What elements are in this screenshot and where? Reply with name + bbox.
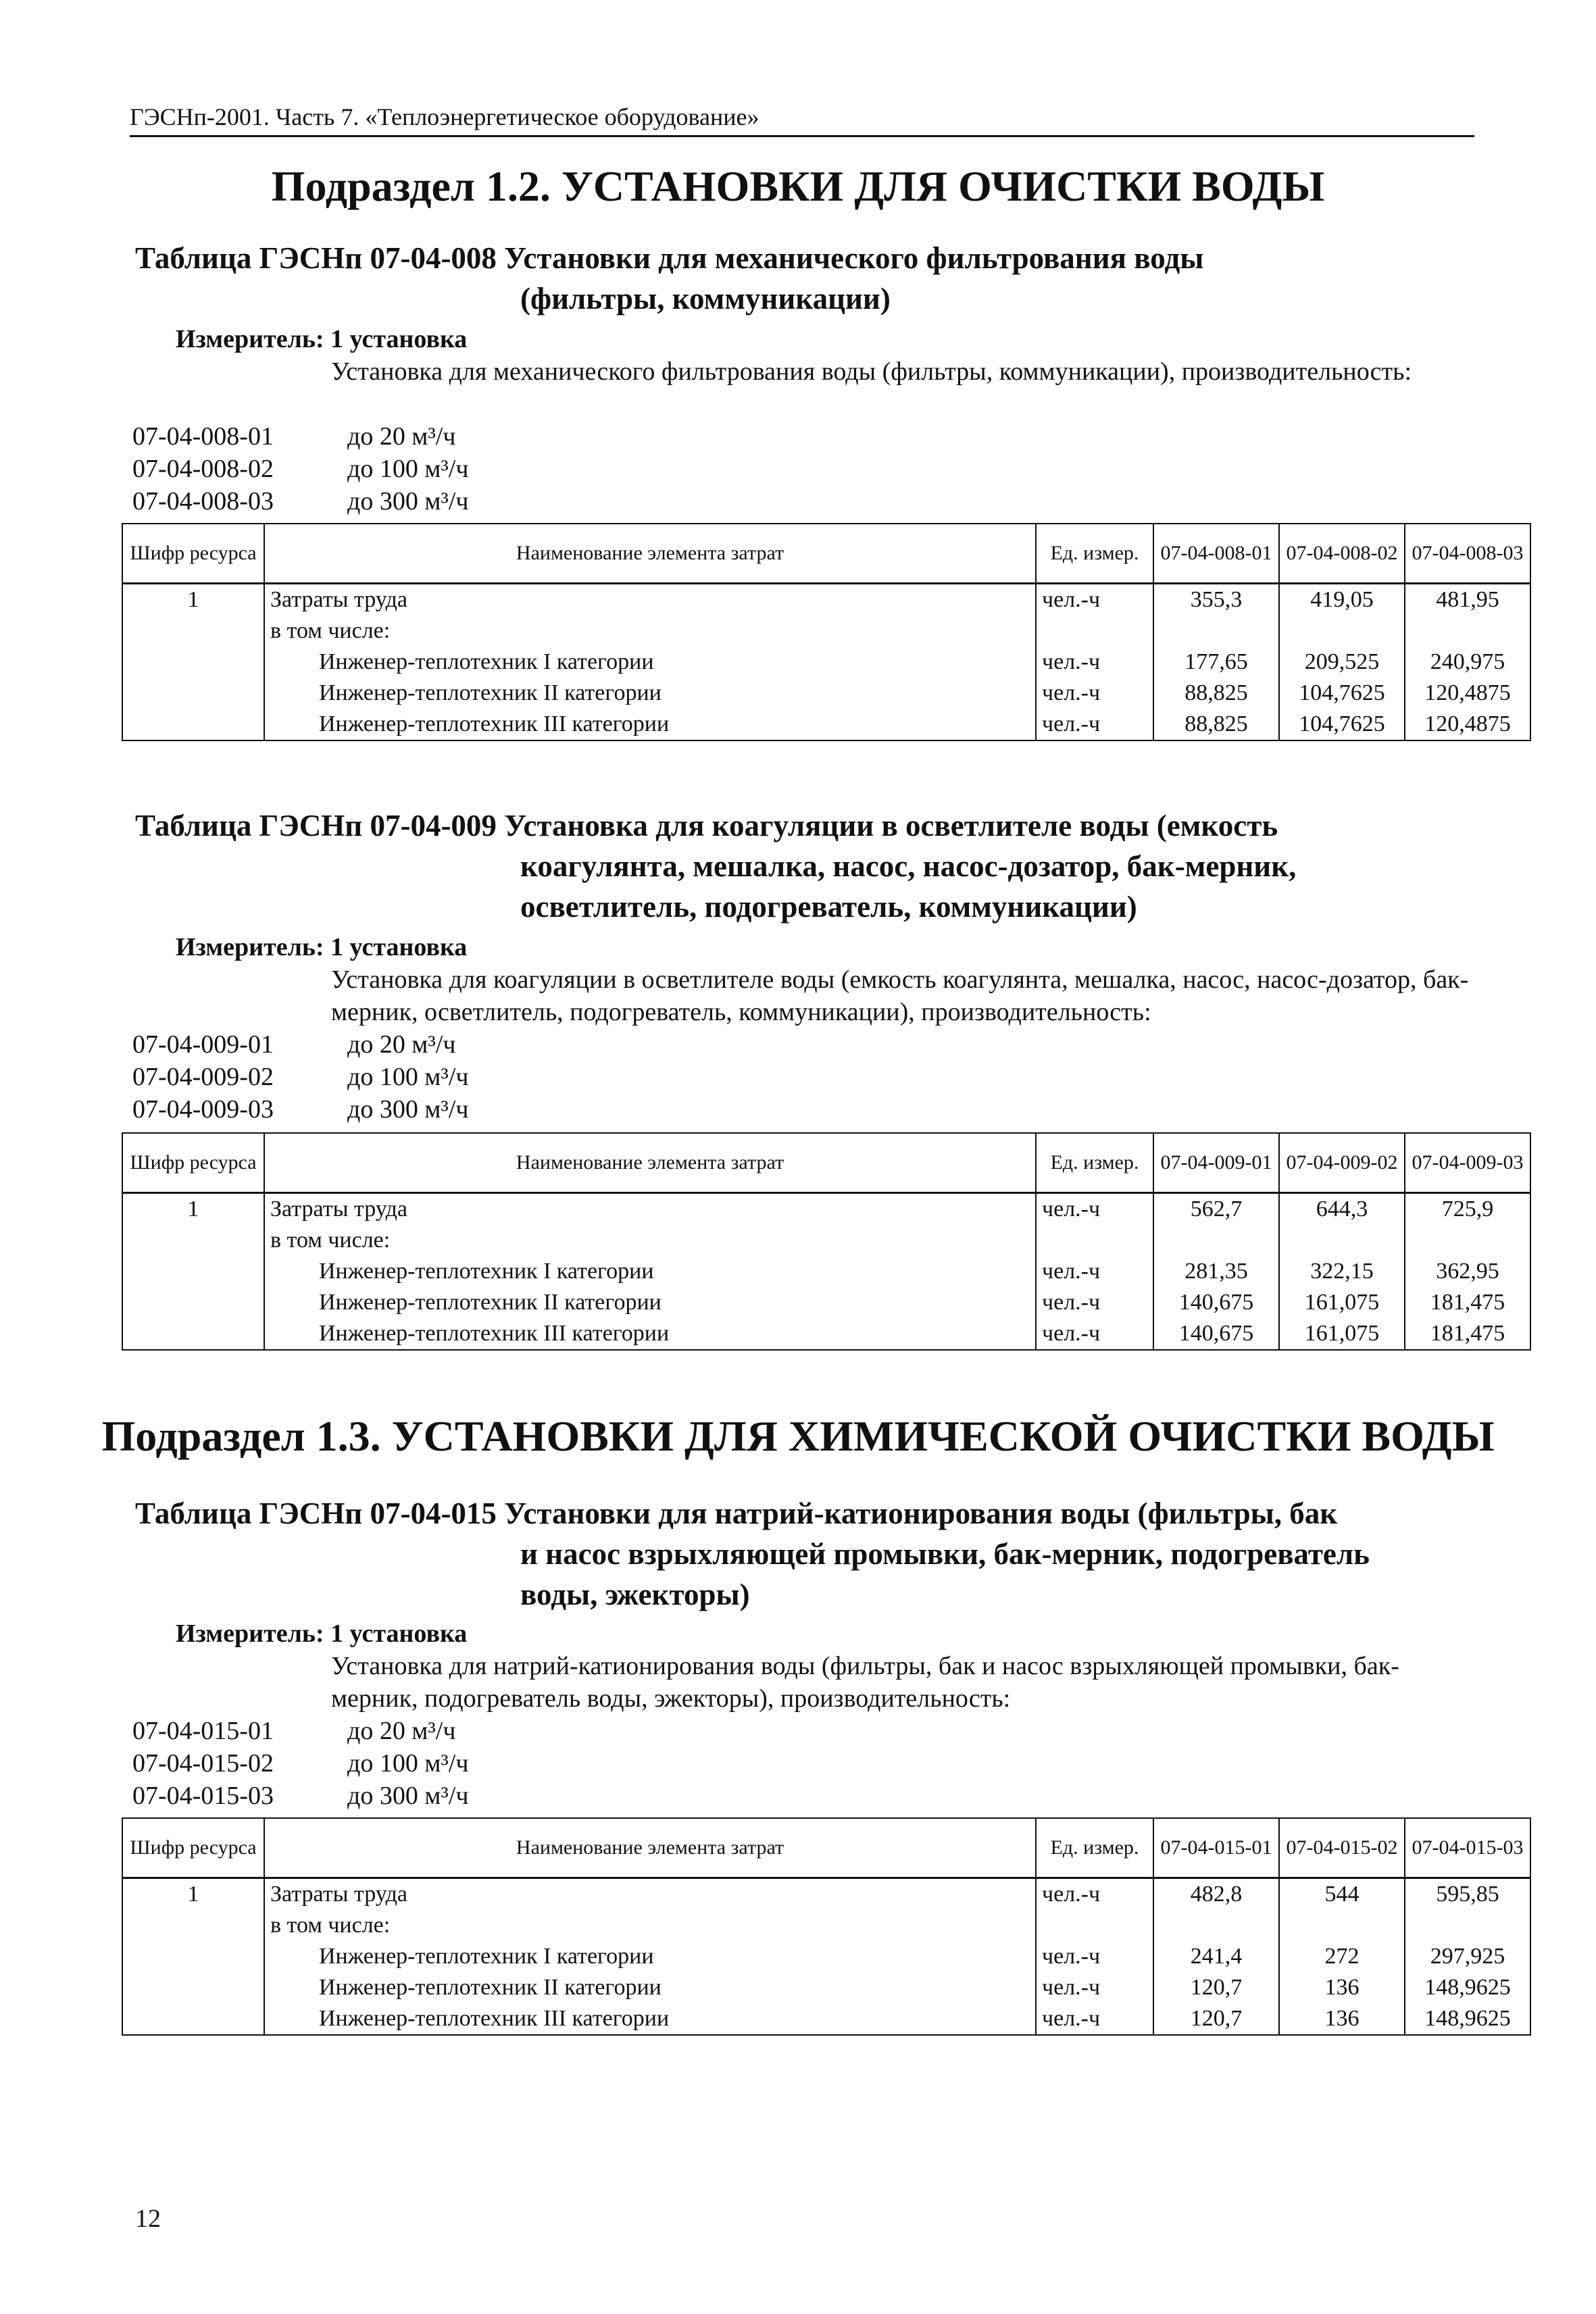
code-id: 07-04-009-02 — [132, 1063, 274, 1091]
code-row — [132, 1028, 468, 1061]
cell-unit: чел.-ч — [1036, 647, 1153, 678]
cell-unit: чел.-ч — [1036, 1193, 1153, 1226]
cell-unit — [1036, 1225, 1153, 1256]
cell-value — [1279, 1225, 1405, 1256]
cell-value: 209,525 — [1279, 647, 1405, 678]
code-capacity: до 300 м³/ч — [347, 1095, 469, 1124]
code-capacity: до 20 м³/ч — [347, 422, 456, 451]
col-header-code: Шифр ресурса — [122, 1133, 264, 1193]
running-header: ГЭСНп-2001. Часть 7. «Теплоэнергетическое оборудование» — [130, 101, 1474, 137]
meter-label: Измеритель: 1 установка — [176, 933, 468, 961]
cell-code — [122, 615, 264, 647]
table-title-line: Таблица ГЭСНп 07-04-009 Установка для коагуляции в осветлителе воды (емкость — [135, 809, 1278, 842]
cell-value: 297,925 — [1405, 1941, 1530, 1972]
col-header-value-3: 07-04-008-03 — [1405, 524, 1530, 584]
code-row — [132, 1780, 468, 1812]
cell-code — [122, 678, 264, 709]
cell-name: Инженер-теплотехник III категории — [264, 2003, 1036, 2035]
cell-value: 136 — [1279, 2003, 1405, 2035]
code-capacity: до 20 м³/ч — [347, 1717, 456, 1745]
cell-code — [122, 1941, 264, 1972]
cell-unit: чел.-ч — [1036, 584, 1153, 616]
col-header-value-3: 07-04-009-03 — [1405, 1133, 1530, 1193]
meter-label: Измеритель: 1 установка — [176, 1619, 468, 1648]
cell-value: 148,9625 — [1405, 2003, 1530, 2035]
col-header-unit: Ед. измер. — [1036, 1818, 1153, 1878]
section-heading: Подраздел 1.3. УСТАНОВКИ ДЛЯ ХИМИЧЕСКОЙ ОЧИСТКИ ВОДЫ — [101, 1412, 1495, 1460]
cell-name: в том числе: — [264, 1910, 1036, 1941]
code-id: 07-04-015-01 — [132, 1717, 274, 1745]
col-header-code: Шифр ресурса — [122, 524, 264, 584]
cell-value: 240,975 — [1405, 647, 1530, 678]
cell-value: 181,475 — [1405, 1318, 1530, 1350]
table-title — [135, 805, 1296, 927]
cell-code — [122, 1318, 264, 1350]
cell-unit: чел.-ч — [1036, 1972, 1153, 2003]
cell-code: 1 — [122, 1193, 264, 1226]
table-row — [122, 1193, 1530, 1226]
cell-value — [1405, 1225, 1530, 1256]
table-title-line: Таблица ГЭСНп 07-04-015 Установки для натрий-катионирования воды (фильтры, бак — [135, 1496, 1338, 1530]
code-capacity: до 300 м³/ч — [347, 487, 469, 515]
cell-name: Инженер-теплотехник II категории — [264, 1287, 1036, 1318]
cell-value: 104,7625 — [1279, 709, 1405, 740]
table-title-line: Таблица ГЭСНп 07-04-008 Установки для механического фильтрования воды — [135, 241, 1204, 275]
cell-value: 355,3 — [1153, 584, 1279, 616]
resource-table — [122, 1817, 1531, 2036]
table-row — [122, 1972, 1530, 2003]
cell-value: 644,3 — [1279, 1193, 1405, 1226]
code-row — [132, 1061, 468, 1093]
table-row — [122, 1287, 1530, 1318]
code-row — [132, 420, 468, 453]
table-row — [122, 678, 1530, 709]
cell-value: 241,4 — [1153, 1941, 1279, 1972]
cell-name: в том числе: — [264, 1225, 1036, 1256]
cell-value: 120,7 — [1153, 1972, 1279, 2003]
cell-unit: чел.-ч — [1036, 2003, 1153, 2035]
cell-unit — [1036, 615, 1153, 647]
table-header-row — [122, 1818, 1530, 1878]
col-header-value-2: 07-04-009-02 — [1279, 1133, 1405, 1193]
cell-value: 161,075 — [1279, 1318, 1405, 1350]
col-header-name: Наименование элемента затрат — [264, 1818, 1036, 1878]
cell-value: 562,7 — [1153, 1193, 1279, 1226]
code-capacity: до 300 м³/ч — [347, 1782, 469, 1810]
code-id: 07-04-015-03 — [132, 1782, 274, 1810]
code-list — [132, 1028, 468, 1126]
cell-value: 140,675 — [1153, 1287, 1279, 1318]
cell-code — [122, 2003, 264, 2035]
cell-value — [1153, 1910, 1279, 1941]
cell-value — [1153, 615, 1279, 647]
cell-name: Инженер-теплотехник II категории — [264, 1972, 1036, 2003]
table-description: Установка для натрий-катионирования воды (фильтры, бак и насос взрыхляющей промывки, бак-мерник, подогреватель воды, эжекторы), производительность: — [331, 1652, 1399, 1713]
table-row — [122, 2003, 1530, 2035]
col-header-value-3: 07-04-015-03 — [1405, 1818, 1530, 1878]
cell-unit: чел.-ч — [1036, 1878, 1153, 1911]
cell-value: 419,05 — [1279, 584, 1405, 616]
cell-value: 544 — [1279, 1878, 1405, 1911]
code-list — [132, 1715, 468, 1812]
table-row — [122, 1878, 1530, 1911]
code-row — [132, 485, 468, 518]
table-row — [122, 1910, 1530, 1941]
cell-code — [122, 709, 264, 740]
resource-table — [122, 523, 1531, 741]
code-id: 07-04-008-03 — [132, 487, 274, 515]
cell-value: 725,9 — [1405, 1193, 1530, 1226]
table-title-line: (фильтры, коммуникации) — [520, 282, 891, 316]
code-row — [132, 1093, 468, 1126]
cell-unit: чел.-ч — [1036, 709, 1153, 740]
cell-code — [122, 1256, 264, 1287]
cell-code — [122, 1972, 264, 2003]
cell-unit: чел.-ч — [1036, 1256, 1153, 1287]
cell-value: 281,35 — [1153, 1256, 1279, 1287]
page-number: 12 — [135, 2205, 161, 2233]
col-header-name: Наименование элемента затрат — [264, 524, 1036, 584]
cell-name: Инженер-теплотехник III категории — [264, 709, 1036, 740]
cell-code — [122, 1910, 264, 1941]
table-title-line: воды, эжекторы) — [520, 1578, 750, 1611]
cell-name: Затраты труда — [264, 1878, 1036, 1911]
table-title-line: и насос взрыхляющей промывки, бак-мерник, подогреватель — [520, 1537, 1370, 1571]
cell-name: Инженер-теплотехник I категории — [264, 1941, 1036, 1972]
code-capacity: до 100 м³/ч — [347, 1063, 469, 1091]
table-title-line: коагулянта, мешалка, насос, насос-дозатор, бак-мерник, — [520, 849, 1297, 883]
table-description: Установка для механического фильтрования воды (фильтры, коммуникации), производительность: — [331, 357, 1412, 386]
cell-value: 88,825 — [1153, 678, 1279, 709]
code-id: 07-04-009-03 — [132, 1095, 274, 1124]
cell-name: Затраты труда — [264, 584, 1036, 616]
cell-value — [1279, 615, 1405, 647]
section-heading: Подраздел 1.2. УСТАНОВКИ ДЛЯ ОЧИСТКИ ВОДЫ — [271, 162, 1325, 210]
cell-name: Инженер-теплотехник I категории — [264, 1256, 1036, 1287]
table-header-row — [122, 1133, 1530, 1193]
col-header-value-2: 07-04-008-02 — [1279, 524, 1405, 584]
cell-value: 148,9625 — [1405, 1972, 1530, 2003]
cell-name: Затраты труда — [264, 1193, 1036, 1226]
table-row — [122, 1225, 1530, 1256]
table-row — [122, 615, 1530, 647]
cell-value: 481,95 — [1405, 584, 1530, 616]
cell-unit: чел.-ч — [1036, 678, 1153, 709]
cell-code — [122, 647, 264, 678]
table-row — [122, 1256, 1530, 1287]
cell-value: 482,8 — [1153, 1878, 1279, 1911]
cell-value: 120,4875 — [1405, 709, 1530, 740]
code-id: 07-04-009-01 — [132, 1030, 274, 1059]
cell-value: 120,7 — [1153, 2003, 1279, 2035]
cell-unit: чел.-ч — [1036, 1318, 1153, 1350]
cell-value: 322,15 — [1279, 1256, 1405, 1287]
table-row — [122, 1941, 1530, 1972]
col-header-unit: Ед. измер. — [1036, 1133, 1153, 1193]
cell-value: 161,075 — [1279, 1287, 1405, 1318]
table-description: Установка для коагуляции в осветлителе воды (емкость коагулянта, мешалка, насос, насос-дозатор, бак-мерник, осветлитель, подогреватель, коммуникации), производительность: — [331, 965, 1469, 1026]
cell-name: в том числе: — [264, 615, 1036, 647]
cell-name: Инженер-теплотехник II категории — [264, 678, 1036, 709]
table-title — [135, 1493, 1370, 1615]
cell-value — [1153, 1225, 1279, 1256]
cell-unit: чел.-ч — [1036, 1941, 1153, 1972]
code-list — [132, 420, 468, 518]
code-capacity: до 100 м³/ч — [347, 1749, 469, 1778]
cell-code: 1 — [122, 1878, 264, 1911]
code-row — [132, 453, 468, 485]
code-row — [132, 1715, 468, 1747]
cell-value: 177,65 — [1153, 647, 1279, 678]
table-row — [122, 584, 1530, 616]
cell-value — [1279, 1910, 1405, 1941]
col-header-value-1: 07-04-015-01 — [1153, 1818, 1279, 1878]
table-row — [122, 1318, 1530, 1350]
cell-value: 136 — [1279, 1972, 1405, 2003]
table-title-line: осветлитель, подогреватель, коммуникации) — [520, 890, 1137, 924]
cell-value: 595,85 — [1405, 1878, 1530, 1911]
meter-label: Измеритель: 1 установка — [176, 325, 468, 353]
resource-table — [122, 1132, 1531, 1351]
code-row — [132, 1747, 468, 1780]
code-id: 07-04-008-01 — [132, 422, 274, 451]
code-id: 07-04-008-02 — [132, 455, 274, 483]
cell-code — [122, 1225, 264, 1256]
table-row — [122, 709, 1530, 740]
col-header-code: Шифр ресурса — [122, 1818, 264, 1878]
cell-code — [122, 1287, 264, 1318]
table-header-row — [122, 524, 1530, 584]
table-title — [135, 238, 1203, 319]
cell-code: 1 — [122, 584, 264, 616]
cell-value: 181,475 — [1405, 1287, 1530, 1318]
cell-name: Инженер-теплотехник III категории — [264, 1318, 1036, 1350]
table-row — [122, 647, 1530, 678]
col-header-value-2: 07-04-015-02 — [1279, 1818, 1405, 1878]
col-header-value-1: 07-04-008-01 — [1153, 524, 1279, 584]
cell-value: 120,4875 — [1405, 678, 1530, 709]
col-header-name: Наименование элемента затрат — [264, 1133, 1036, 1193]
code-id: 07-04-015-02 — [132, 1749, 274, 1778]
col-header-value-1: 07-04-009-01 — [1153, 1133, 1279, 1193]
code-capacity: до 20 м³/ч — [347, 1030, 456, 1059]
cell-value: 88,825 — [1153, 709, 1279, 740]
cell-value — [1405, 1910, 1530, 1941]
col-header-unit: Ед. измер. — [1036, 524, 1153, 584]
code-capacity: до 100 м³/ч — [347, 455, 469, 483]
cell-value: 272 — [1279, 1941, 1405, 1972]
cell-unit — [1036, 1910, 1153, 1941]
cell-value: 140,675 — [1153, 1318, 1279, 1350]
cell-name: Инженер-теплотехник I категории — [264, 647, 1036, 678]
cell-value — [1405, 615, 1530, 647]
cell-value: 104,7625 — [1279, 678, 1405, 709]
cell-unit: чел.-ч — [1036, 1287, 1153, 1318]
cell-value: 362,95 — [1405, 1256, 1530, 1287]
